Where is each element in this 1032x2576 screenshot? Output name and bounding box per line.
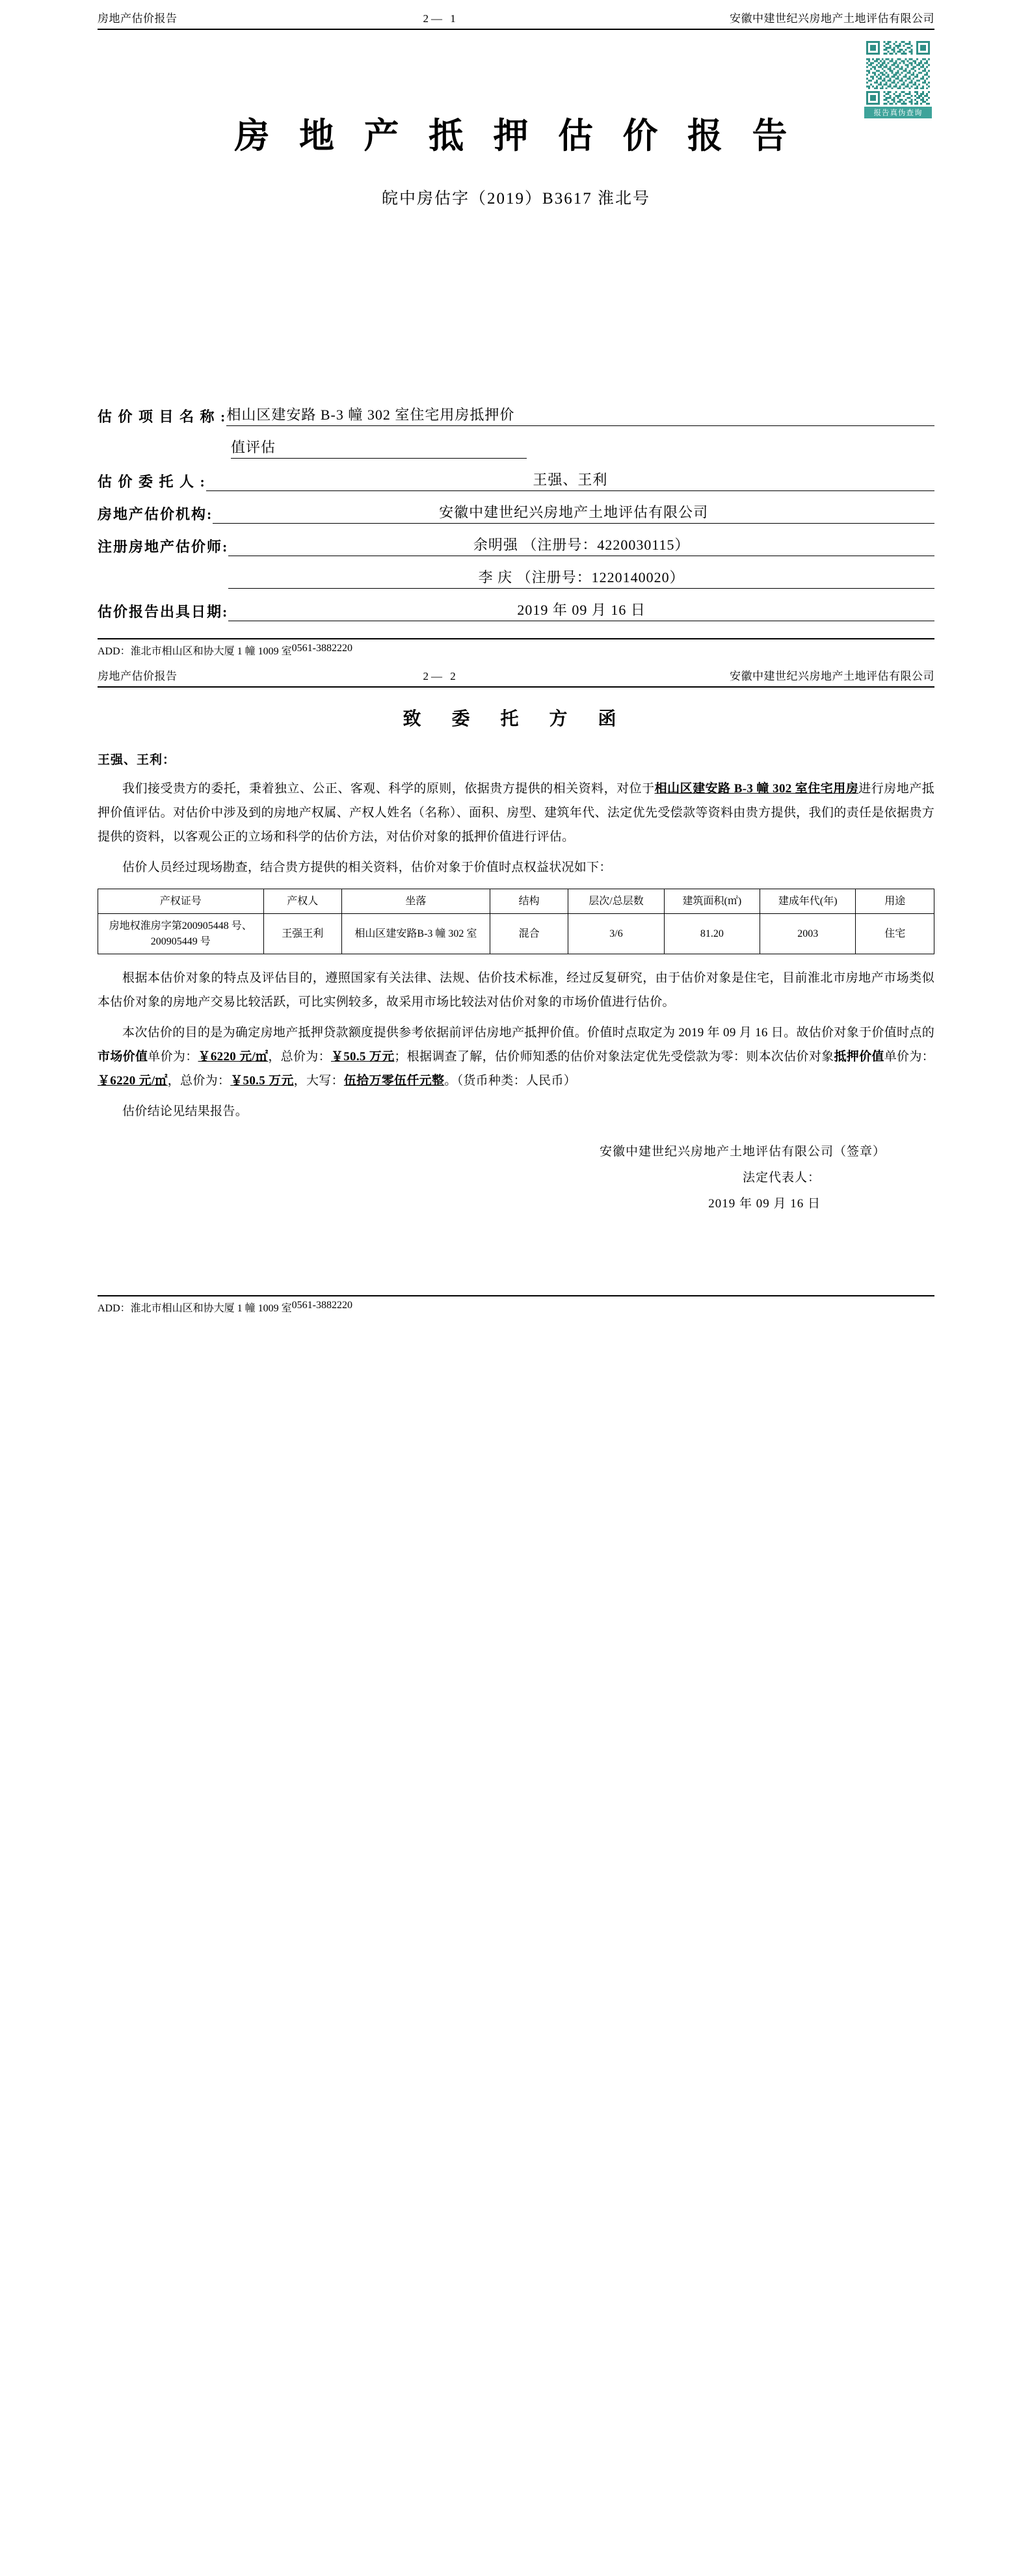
- field-label-project-name: 估 价 项 目 名 称 :: [98, 409, 227, 425]
- letter-paragraph-3: 根据本估价对象的特点及评估目的，遵照国家有关法律、法规、估价技术标准，经过反复研究，由于估价对象是住宅，目前淮北市房地产市场类似本估价对象的房地产交易比较活跃，可比实例较多，故采用市场比较法对估价对象的市场价值进行估价。: [98, 971, 934, 1009]
- signature-legal-rep: 法定代表人：: [742, 1170, 821, 1185]
- para4-mortgage-unit-price: ￥6220 元/㎡: [98, 1073, 168, 1088]
- th-structure: 结构: [490, 889, 568, 914]
- footer-phone: 0561-3882220: [291, 643, 352, 654]
- td-owner: 王强王利: [263, 914, 342, 954]
- header-company-name-2: 安徽中建世纪兴房地产土地评估有限公司: [730, 670, 934, 682]
- letter-salutation: 王强、王利：: [98, 753, 176, 767]
- para4-part7: ；根据调查了解，估价师知悉的估价对象法定优先受偿款为零：则本次估价对象: [394, 1049, 834, 1064]
- running-header-2: [98, 658, 934, 688]
- para4-mortgage-total-price: ￥50.5 万元: [230, 1073, 294, 1088]
- cover-spacer: [98, 209, 934, 404]
- running-header: [98, 0, 934, 30]
- th-year: 建成年代(年): [760, 889, 856, 914]
- cover-page: [0, 0, 1032, 658]
- para4-amount-in-words: 伍拾万零伍仟元整: [343, 1073, 445, 1088]
- th-area: 建筑面积(㎡): [664, 889, 760, 914]
- report-doc-number: 皖中房估字（2019）B3617 淮北号: [382, 190, 650, 208]
- qr-code-svg: [866, 41, 930, 105]
- signature-company: 安徽中建世纪兴房地产土地评估有限公司（签章）: [599, 1145, 886, 1159]
- th-cert-number: 产权证号: [98, 889, 264, 914]
- field-appraiser: [98, 534, 934, 556]
- page-footer: [98, 1295, 934, 1315]
- header-left-text-2: 房地产估价报告: [98, 670, 178, 682]
- letter-paragraph-1: [98, 777, 934, 849]
- para4-part11: ，总价为：: [167, 1073, 231, 1088]
- header-page-number: 2— 1: [423, 12, 458, 25]
- field-value-appraiser-1: 余明强 （注册号：4220030115）: [228, 534, 934, 556]
- para1-subject: 相山区建安路 B-3 幢 302 室住宅用房: [654, 782, 859, 796]
- para4-part15: 。（货币种类：人民币）: [444, 1073, 577, 1088]
- field-agency: [98, 502, 934, 524]
- th-floor: 层次/总层数: [568, 889, 664, 914]
- qr-caption: 报告真伪查询: [864, 107, 932, 118]
- property-info-table: [98, 889, 934, 954]
- signature-date: 2019 年 09 月 16 日: [708, 1196, 821, 1211]
- signature-block: [98, 1139, 934, 1217]
- field-label-agency: 房地产估价机构:: [98, 506, 213, 522]
- field-label-issue-date: 估价报告出具日期:: [98, 604, 229, 620]
- letter-paragraph-2: 估价人员经过现场勘查，结合贵方提供的相关资料，估价对象于价值时点权益状况如下：: [122, 861, 612, 875]
- field-label-appraiser: 注册房地产估价师:: [98, 539, 229, 555]
- th-location: 坐落: [342, 889, 490, 914]
- footer-address: ADD：淮北市相山区和协大厦 1 幢 1009 室: [98, 646, 292, 657]
- para4-part5: ，总价为：: [268, 1049, 331, 1064]
- qr-code-icon: [864, 39, 932, 107]
- field-client: [98, 469, 934, 491]
- field-project-name: [98, 404, 934, 426]
- cover-footer: [98, 638, 934, 658]
- page-bottom-spacer: [98, 1217, 934, 1295]
- table-row: [98, 914, 934, 954]
- letter-page: [0, 658, 1032, 1315]
- field-issue-date: [98, 599, 934, 621]
- para4-market-total-price: ￥50.5 万元: [330, 1049, 395, 1064]
- report-title: 房 地 产 抵 押 估 价 报 告: [234, 116, 798, 155]
- para4-part1: 本次估价的目的是为确定房地产抵押贷款额度提供参考依据前评估房地产抵押价值。价值时点取定为 2019 年 09 月 16 日。故估价对象于价值时点的: [122, 1025, 934, 1040]
- para1-part3: 进行房地产抵押价值评估。对估价中涉及到的房地产权属、产权人姓名（名称）、面积、房型、建筑年代、法定优先受偿款等资料由贵方提供，我们的责任是依据贵方提供的资料，以客观公正的立场和科学的估价方法，对估价对象的抵押价值进行评估。: [98, 782, 934, 844]
- header-left-text: 房地产估价报告: [98, 12, 178, 25]
- th-owner: 产权人: [263, 889, 342, 914]
- para4-part3: 单价为：: [148, 1049, 198, 1064]
- footer-address-2: ADD：淮北市相山区和协大厦 1 幢 1009 室: [98, 1302, 292, 1314]
- td-area: 81.20: [664, 914, 760, 954]
- td-cert-number: 房地权淮房字第200905448 号、200905449 号: [98, 914, 264, 954]
- qr-code-block: [864, 39, 934, 118]
- letter-paragraph-5: 估价结论见结果报告。: [122, 1104, 248, 1118]
- para4-market-unit-price: ￥6220 元/㎡: [198, 1049, 269, 1064]
- header-company-name: 安徽中建世纪兴房地产土地评估有限公司: [730, 12, 934, 25]
- field-label-client: 估 价 委 托 人 :: [98, 474, 206, 490]
- field-value-issue-date: 2019 年 09 月 16 日: [228, 599, 934, 621]
- para4-part13: ，大写：: [293, 1073, 344, 1088]
- field-appraiser-2: [98, 567, 934, 589]
- para1-part1: 我们接受贵方的委托，秉着独立、公正、客观、科学的原则，依据贵方提供的相关资料，对位于: [122, 782, 655, 796]
- field-value-project-name-line2: 值评估: [231, 436, 527, 459]
- td-usage: 住宅: [856, 914, 934, 954]
- field-value-client: 王强、王利: [206, 469, 934, 491]
- td-structure: 混合: [490, 914, 568, 954]
- td-location: 相山区建安路B-3 幢 302 室: [342, 914, 490, 954]
- td-year: 2003: [760, 914, 856, 954]
- th-usage: 用途: [856, 889, 934, 914]
- header-page-number-2: 2— 2: [423, 670, 458, 682]
- para4-part9: 单价为：: [884, 1049, 934, 1064]
- td-floor: 3/6: [568, 914, 664, 954]
- field-value-agency: 安徽中建世纪兴房地产土地评估有限公司: [213, 502, 934, 524]
- para4-mortgage-value-label: 抵押价值: [834, 1049, 884, 1064]
- table-header-row: [98, 889, 934, 914]
- letter-paragraph-4: [98, 1021, 934, 1093]
- field-value-appraiser-2: 李 庆 （注册号：1220140020）: [228, 567, 934, 589]
- footer-phone-2: 0561-3882220: [291, 1299, 352, 1311]
- letter-title: 致 委 托 方 函: [403, 709, 629, 729]
- para4-market-value-label: 市场价值: [98, 1049, 148, 1064]
- field-value-project-name: 相山区建安路 B-3 幢 302 室住宅用房抵押价: [226, 404, 934, 426]
- cover-fields: [98, 404, 934, 621]
